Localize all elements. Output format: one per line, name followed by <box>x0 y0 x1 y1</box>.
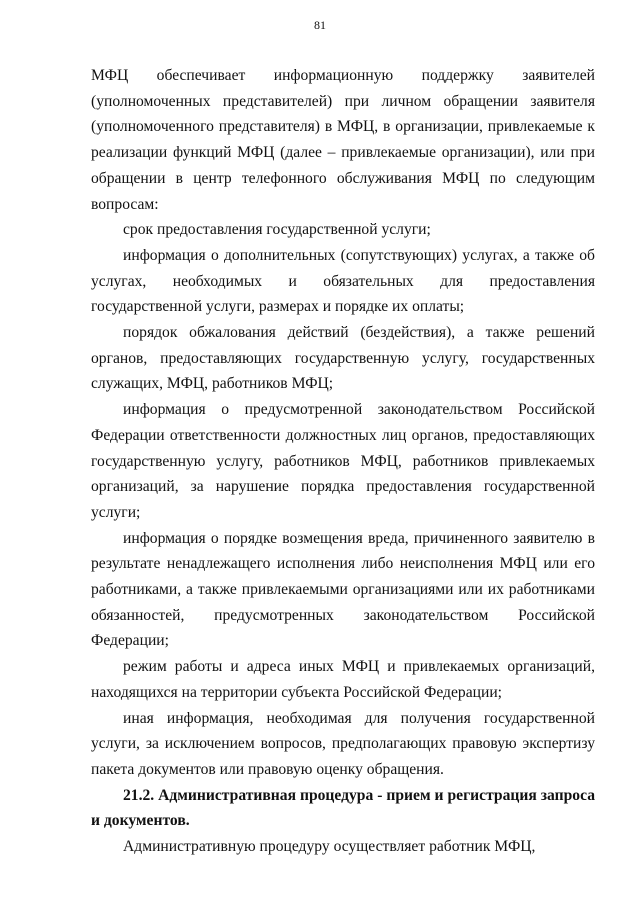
paragraph-intro: МФЦ обеспечивает информационную поддержку заявителей (уполномоченных представителей) при личном обращении заявителя (уполномоченного представителя) в МФЦ, в организации, привлекаемые к реализации функций МФЦ (далее – привлекаемые организации), или при обращении в центр телефонного обслуживания МФЦ по следующим вопросам: <box>91 67 595 213</box>
list-item-additional-services: информация о дополнительных (сопутствующих) услугах, а также об услугах, необходимых и обязательных для предоставления государственной услуги, размерах и порядке их оплаты; <box>91 246 595 316</box>
list-item-compensation: информация о порядке возмещения вреда, причиненного заявителю в результате ненадлежащего исполнения либо неисполнения МФЦ или его работниками, а также привлекаемыми организациями или их работниками обязанностей, предусмотренных законодательством Российской Федерации; <box>91 529 595 650</box>
list-item-appeal-procedure: порядок обжалования действий (бездействия), а также решений органов, предоставляющих государственную услугу, государственных служащих, МФЦ, работников МФЦ; <box>91 324 595 393</box>
list-item-other-information: иная информация, необходимая для получения государственной услуги, за исключением вопросов, предполагающих правовую экспертизу пакета документов или правовую оценку обращения. <box>91 709 595 778</box>
page-number: 81 <box>314 18 326 32</box>
list-item-service-term: срок предоставления государственной услуги; <box>123 221 431 239</box>
list-item-working-hours: режим работы и адреса иных МФЦ и привлекаемых организаций, находящихся на территории субъекта Российской Федерации; <box>91 658 595 701</box>
list-item-liability: информация о предусмотренной законодательством Российской Федерации ответственности должностных лиц органов, предоставляющих государственную услугу, работников МФЦ, работников привлекаемых организаций, за нарушение порядка предоставления государственной услуги; <box>91 401 595 521</box>
document-body <box>91 63 595 860</box>
section-heading: 21.2. Административная процедура - прием и регистрация запроса и документов. <box>91 786 595 830</box>
paragraph-procedure: Административную процедуру осуществляет работник МФЦ, <box>123 838 536 856</box>
